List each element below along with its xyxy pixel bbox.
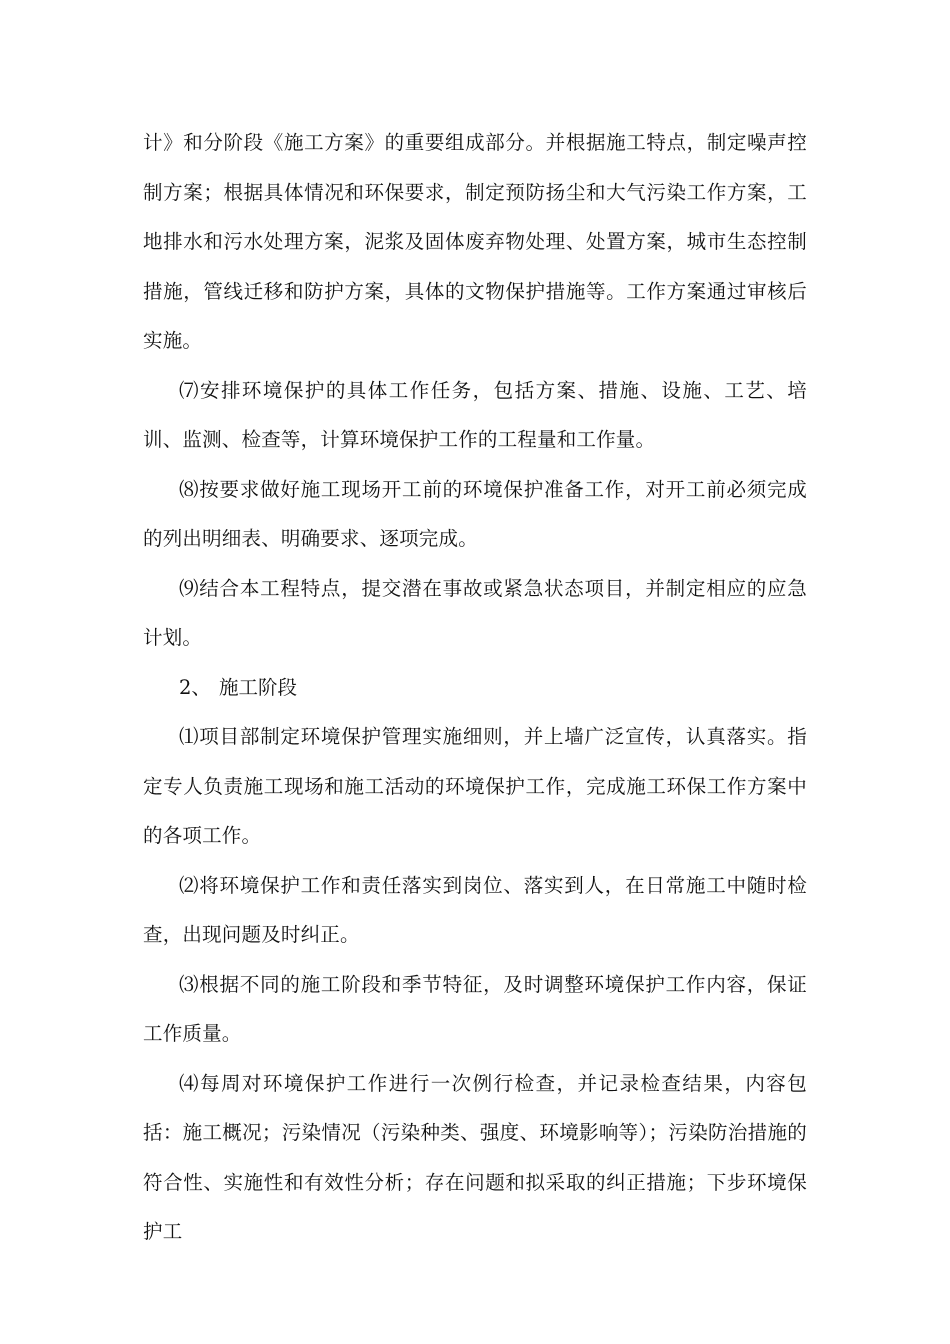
section-heading <box>143 663 807 713</box>
paragraph-item-3: ⑶根据不同的施工阶段和季节特征，及时调整环境保护工作内容，保证工作质量。 <box>143 972 807 1045</box>
paragraph-item-1: ⑴项目部制定环境保护管理实施细则，并上墙广泛宣传，认真落实。指定专人负责施工现场和施工活动的环境保护工作，完成施工环保工作方案中的各项工作。 <box>143 725 807 847</box>
paragraph-item-2: ⑵将环境保护工作和责任落实到岗位、落实到人，在日常施工中随时检查，出现问题及时纠正。 <box>143 873 807 946</box>
paragraph-item-4: ⑷每周对环境保护工作进行一次例行检查，并记录检查结果，内容包括：施工概况；污染情况（污染种类、强度、环境影响等）；污染防治措施的符合性、实施性和有效性分析；存在问题和拟采取的纠正措施；下步环境保护工 <box>143 1071 807 1243</box>
paragraph-item-7: ⑺安排环境保护的具体工作任务，包括方案、措施、设施、工艺、培训、监测、检查等，计算环境保护工作的工程量和工作量。 <box>143 378 807 451</box>
paragraph-item-9: ⑼结合本工程特点，提交潜在事故或紧急状态项目，并制定相应的应急计划。 <box>143 576 807 649</box>
paragraph-item-8: ⑻按要求做好施工现场开工前的环境保护准备工作，对开工前必须完成的列出明细表、明确要求、逐项完成。 <box>143 477 807 550</box>
section-title: 施工阶段 <box>219 675 298 699</box>
document-body <box>143 118 807 1257</box>
paragraph-continuation: 计》和分阶段《施工方案》的重要组成部分。并根据施工特点，制定噪声控制方案；根据具体情况和环保要求，制定预防扬尘和大气污染工作方案，工地排水和污水处理方案，泥浆及固体废弃物处理、处置方案，城市生态控制措施，管线迁移和防护方案，具体的文物保护措施等。工作方案通过审核后实施。 <box>143 131 807 352</box>
section-number: 2、 <box>179 675 211 699</box>
